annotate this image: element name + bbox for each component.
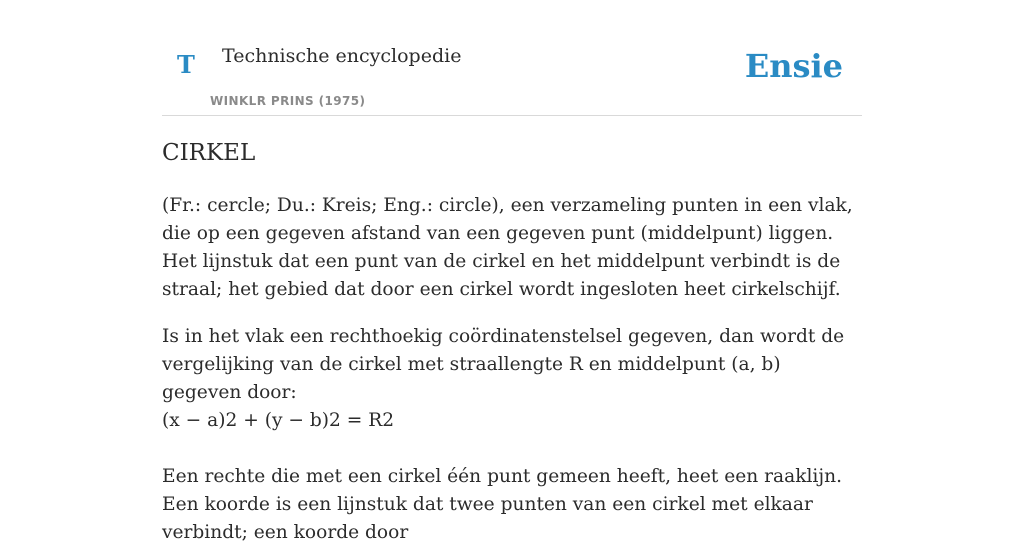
article-page <box>162 0 862 543</box>
ensie-logo-link[interactable]: Ensie <box>744 47 843 85</box>
source-header <box>162 0 862 116</box>
circle-equation: (x − a)2 + (y − b)2 = R2 <box>162 410 395 431</box>
source-title-link[interactable]: Technische encyclopedie <box>222 45 462 67</box>
tangent-paragraph: Een rechte die met een cirkel één punt gemeen heeft, heet een raaklijn. Een koorde is een lijnstuk dat twee punten van een cirkel met elkaar verbindt; een koorde door <box>162 466 843 543</box>
source-logo-icon[interactable]: T <box>177 50 195 79</box>
coordinate-paragraph: Is in het vlak een rechthoekig coördinatenstelsel gegeven, dan wordt de vergelijking van de cirkel met straallengte R en middelpunt (a, b) gegeven door: <box>162 326 845 403</box>
definition-paragraph: (Fr.: cercle; Du.: Kreis; Eng.: circle), een verzameling punten in een vlak, die op een gegeven afstand van een gegeven punt (middelpunt) liggen. Het lijnstuk dat een punt van de cirkel en het middelpunt verbindt is de straal; het gebied dat door een cirkel wordt ingesloten heet cirkelschijf. <box>162 195 853 300</box>
source-subtitle: WINKLR PRINS (1975) <box>210 94 366 108</box>
entry-title: CIRKEL <box>162 140 256 166</box>
